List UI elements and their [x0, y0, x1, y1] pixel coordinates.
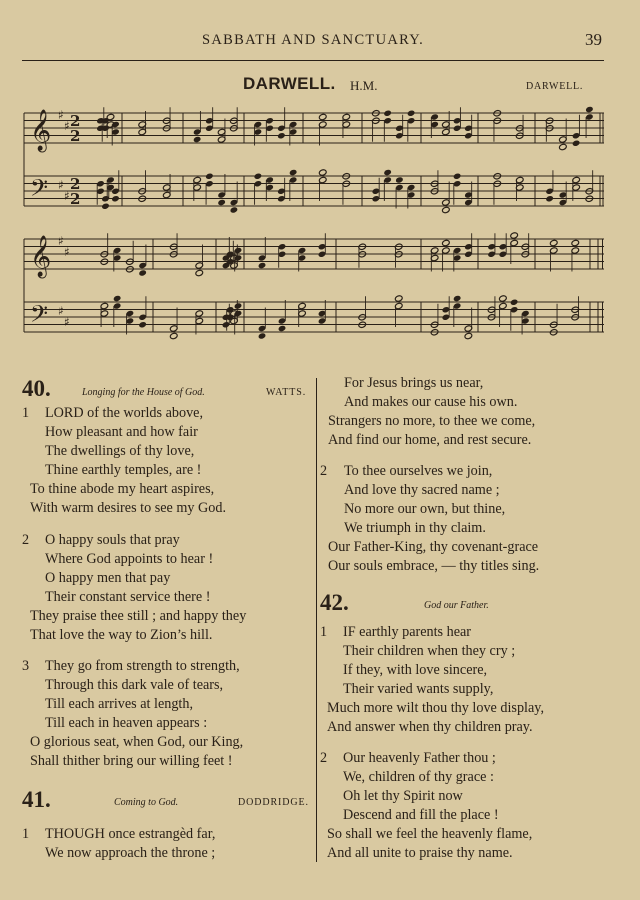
verse-line: And love thy sacred name ; — [344, 482, 500, 498]
verse-line: No more our own, but thine, — [344, 501, 506, 517]
note-head — [318, 169, 327, 176]
verse-line: IF earthly parents hear — [343, 624, 472, 640]
verse-line: O happy souls that pray — [45, 532, 180, 548]
note-head — [407, 110, 416, 117]
verse-line: If they, with love sincere, — [343, 662, 488, 678]
tune-composer: DARWELL. — [526, 81, 584, 92]
note-head — [453, 295, 462, 302]
note-head — [111, 195, 120, 202]
hymn-number-40: 40. — [22, 376, 51, 401]
verse-number: 2 — [320, 750, 328, 766]
hymn-subject-41: Coming to God. — [114, 797, 179, 808]
column-divider — [316, 378, 317, 862]
verse-line: And all unite to praise thy name. — [327, 845, 513, 861]
time-signature-top: 2 — [70, 175, 81, 193]
header-rule — [22, 60, 604, 61]
verse-line: Our souls embrace, — thy titles sing. — [328, 558, 540, 574]
note-head — [205, 173, 214, 180]
verse-line: Descend and fill the place ! — [343, 807, 499, 823]
note-head — [138, 269, 147, 276]
note-head — [394, 295, 403, 302]
hymn-number-41: 41. — [22, 787, 51, 812]
verse-line: To thee ourselves we join, — [344, 463, 493, 479]
note-head — [510, 299, 519, 306]
note-head — [571, 239, 580, 246]
verse-line: THOUGH once estrangèd far, — [45, 826, 216, 842]
verse-line: So shall we feel the heavenly flame, — [327, 826, 533, 842]
note-head — [277, 132, 286, 139]
verse-line: The dwellings of thy love, — [45, 443, 195, 459]
verse-line: LORD of the worlds above, — [45, 405, 204, 421]
time-signature-top: 2 — [70, 112, 81, 130]
verse-number: 2 — [22, 532, 30, 548]
verse-line: O happy men that pay — [45, 570, 171, 586]
music-notation — [24, 106, 604, 340]
verse-line: We triumph in thy claim. — [344, 520, 486, 536]
note-head — [169, 332, 178, 339]
note-head — [442, 206, 451, 213]
hymn-subject-40: Longing for the House of God. — [82, 387, 205, 398]
hymn-author-40: WATTS. — [266, 387, 307, 398]
note-head — [217, 199, 226, 206]
note-head — [254, 173, 263, 180]
note-head — [499, 295, 508, 302]
verse-line: Oh let thy Spirit now — [343, 788, 463, 804]
key-signature-sharp: ♯ — [64, 119, 70, 133]
verse-line: Their children when they cry ; — [343, 643, 516, 659]
note-head — [195, 269, 204, 276]
treble-clef: 𝄞 — [30, 236, 52, 277]
note-head — [258, 262, 267, 269]
verse-number: 1 — [320, 624, 328, 640]
note-head — [383, 169, 392, 176]
bass-clef: 𝄢 — [30, 174, 49, 207]
tune-title: DARWELL. — [243, 74, 336, 93]
key-signature-sharp: ♯ — [58, 108, 64, 122]
note-head — [230, 206, 239, 213]
running-head — [0, 30, 640, 52]
key-signature-sharp: ♯ — [58, 304, 64, 318]
note-head — [585, 106, 594, 113]
note-head — [318, 113, 327, 120]
note-head — [545, 195, 554, 202]
key-signature-sharp: ♯ — [64, 189, 70, 203]
verse-number: 1 — [22, 826, 30, 842]
verse-line: Our heavenly Father thou ; — [343, 750, 496, 766]
verse-line: Till each in heaven appears : — [45, 715, 208, 731]
verse-line: We now approach the throne ; — [45, 845, 216, 861]
verse-line: Their constant service there ! — [45, 589, 211, 605]
note-head — [258, 332, 267, 339]
page-number: 39 — [585, 30, 602, 49]
key-signature-sharp: ♯ — [58, 178, 64, 192]
verse-line: Where God appoints to hear ! — [45, 551, 214, 567]
note-head — [559, 143, 568, 150]
note-head — [101, 203, 110, 210]
treble-clef: 𝄞 — [30, 110, 52, 151]
verse-line: Through this dark vale of tears, — [45, 677, 224, 693]
key-signature-sharp: ♯ — [64, 245, 70, 259]
verse-line: They praise thee still ; and happy they — [30, 608, 247, 624]
verse-line: Strangers no more, to thee we come, — [328, 413, 536, 429]
note-head — [510, 232, 519, 239]
note-head — [464, 332, 473, 339]
verse-line: With warm desires to see my God. — [30, 500, 227, 516]
note-head — [289, 169, 298, 176]
note-head — [453, 173, 462, 180]
verse-number: 3 — [22, 658, 30, 674]
hymn-subject-42: God our Father. — [424, 600, 489, 611]
verse-line: Their varied wants supply, — [343, 681, 494, 697]
key-signature-sharp: ♯ — [64, 315, 70, 329]
verse-line: And answer when thy children pray. — [327, 719, 533, 735]
note-head — [395, 176, 404, 183]
note-head — [113, 295, 122, 302]
note-head — [138, 321, 147, 328]
note-head — [234, 302, 243, 309]
hymn-number-42: 42. — [320, 590, 349, 615]
verse-line: Our Father-King, thy covenant-grace — [328, 539, 539, 555]
verse-line: Thine earthly temples, are ! — [45, 462, 202, 478]
music-score — [0, 94, 640, 364]
key-signature-sharp: ♯ — [58, 234, 64, 248]
verse-line: And makes our cause his own. — [344, 394, 518, 410]
note-head — [278, 325, 287, 332]
verse-line: For Jesus brings us near, — [344, 375, 484, 391]
verse-line: Much more wilt thou thy love display, — [327, 700, 544, 716]
verse-line: That love the way to Zion’s hill. — [30, 627, 213, 643]
verse-line: And find our home, and rest secure. — [328, 432, 532, 448]
verse-number: 2 — [320, 463, 328, 479]
note-head — [572, 140, 581, 147]
verse-line: We, children of thy grace : — [343, 769, 494, 785]
verse-line: How pleasant and how fair — [45, 424, 198, 440]
verse-line: To thine abode my heart aspires, — [30, 481, 215, 497]
verse-line: O glorious seat, when God, our King, — [30, 734, 244, 750]
verse-number: 1 — [22, 405, 30, 421]
bass-clef: 𝄢 — [30, 300, 49, 333]
note-head — [549, 239, 558, 246]
time-signature-bottom: 2 — [70, 190, 81, 208]
running-title: SABBATH AND SANCTUARY. — [202, 32, 425, 48]
note-head — [193, 136, 202, 143]
note-head — [442, 239, 451, 246]
hymn-author-41: DODDRIDGE. — [238, 797, 309, 808]
tune-meter: H.M. — [350, 78, 378, 93]
verse-line: They go from strength to strength, — [45, 658, 240, 674]
verse-line: Shall thither bring our willing feet ! — [30, 753, 233, 769]
note-head — [383, 110, 392, 117]
verse-line: Till each arrives at length, — [45, 696, 194, 712]
time-signature-bottom: 2 — [70, 127, 81, 145]
